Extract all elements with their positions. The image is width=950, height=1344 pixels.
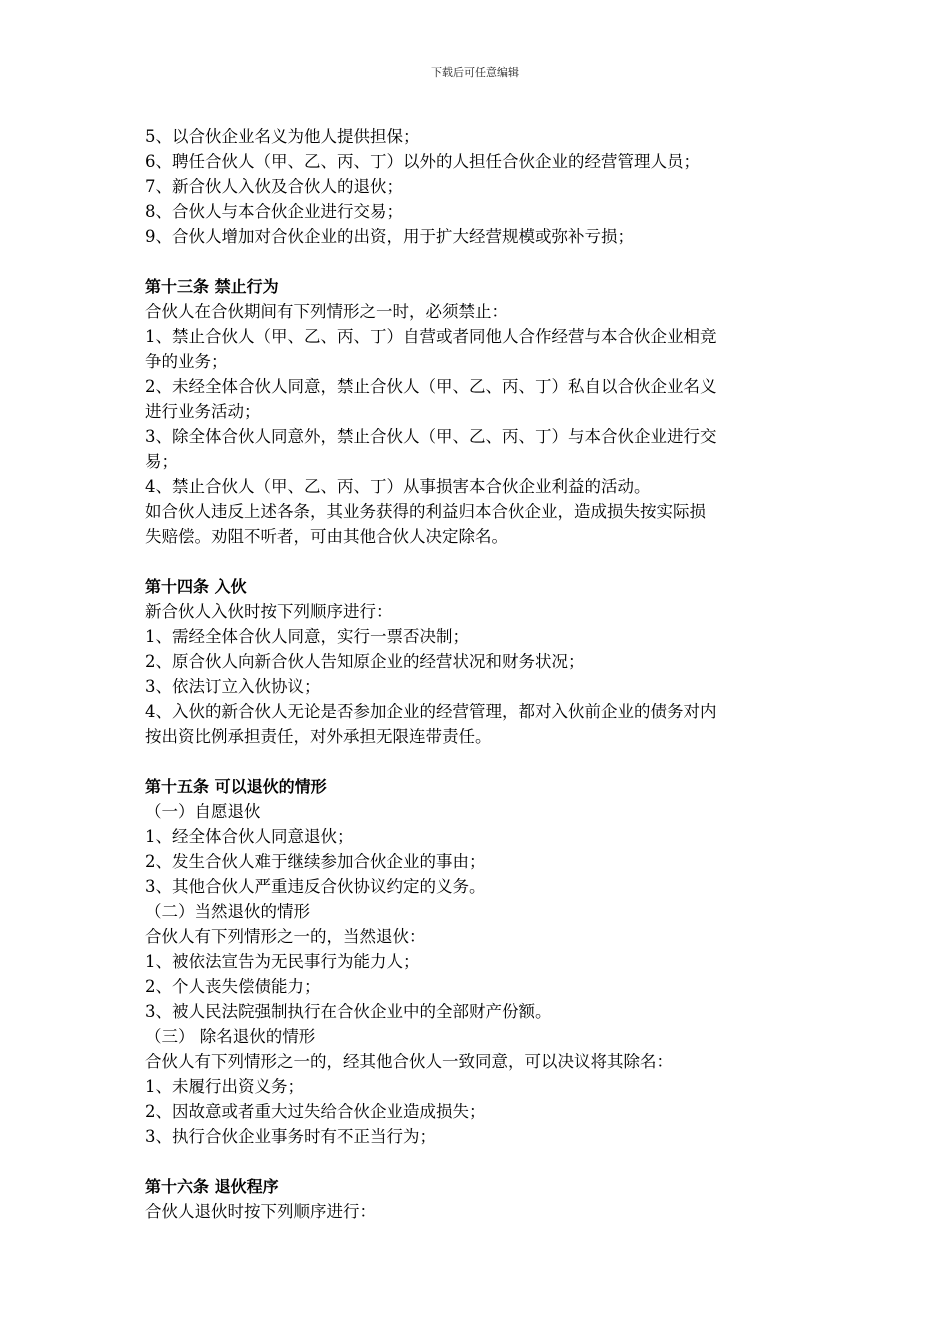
text-line: 合伙人在合伙期间有下列情形之一时，必须禁止： [145, 302, 508, 321]
text-line: 2、个人丧失偿债能力； [145, 977, 321, 996]
text-line: 失赔偿。劝阻不听者，可由其他合伙人决定除名。 [145, 527, 508, 546]
article-heading: 第十四条 入伙 [145, 577, 247, 596]
text-line: 合伙人退伙时按下列顺序进行： [145, 1202, 376, 1221]
article-heading: 第十六条 退伙程序 [145, 1177, 279, 1196]
paragraph-gap [145, 249, 810, 274]
text-line: 新合伙人入伙时按下列顺序进行： [145, 602, 393, 621]
text-line: （三） 除名退伙的情形 [145, 1027, 316, 1046]
text-line: 3、除全体合伙人同意外，禁止合伙人（甲、乙、丙、丁）与本合伙企业进行交 [145, 427, 717, 446]
text-line: 3、依法订立入伙协议； [145, 677, 321, 696]
page-header-note: 下载后可任意编辑 [431, 66, 519, 79]
text-line: 1、需经全体合伙人同意，实行一票否决制； [145, 627, 469, 646]
paragraph-gap [145, 749, 810, 774]
text-line: 1、经全体合伙人同意退伙； [145, 827, 354, 846]
paragraph-gap [145, 549, 810, 574]
text-line: 按出资比例承担责任，对外承担无限连带责任。 [145, 727, 492, 746]
text-line: 2、因故意或者重大过失给合伙企业造成损失； [145, 1102, 486, 1121]
text-line: （一）自愿退伙 [145, 802, 261, 821]
text-line: 3、被人民法院强制执行在合伙企业中的全部财产份额。 [145, 1002, 552, 1021]
text-line: （二）当然退伙的情形 [145, 902, 310, 921]
text-line: 7、新合伙人入伙及合伙人的退伙； [145, 177, 403, 196]
text-line: 1、被依法宣告为无民事行为能力人； [145, 952, 420, 971]
article-heading: 第十三条 禁止行为 [145, 277, 279, 296]
text-line: 9、合伙人增加对合伙企业的出资，用于扩大经营规模或弥补亏损； [145, 227, 634, 246]
paragraph-gap [145, 1149, 810, 1174]
text-line: 1、禁止合伙人（甲、乙、丙、丁）自营或者同他人合作经营与本合伙企业相竞 [145, 327, 717, 346]
text-line: 3、其他合伙人严重违反合伙协议约定的义务。 [145, 877, 486, 896]
text-line: 如合伙人违反上述各条，其业务获得的利益归本合伙企业，造成损失按实际损 [145, 502, 706, 521]
text-line: 3、执行合伙企业事务时有不正当行为； [145, 1127, 436, 1146]
text-line: 4、禁止合伙人（甲、乙、丙、丁）从事损害本合伙企业利益的活动。 [145, 477, 651, 496]
text-line: 1、未履行出资义务； [145, 1077, 304, 1096]
text-line: 2、原合伙人向新合伙人告知原企业的经营状况和财务状况； [145, 652, 585, 671]
text-line: 4、入伙的新合伙人无论是否参加企业的经营管理，都对入伙前企业的债务对内 [145, 702, 717, 721]
text-line: 进行业务活动； [145, 402, 261, 421]
text-line: 易； [145, 452, 178, 471]
text-line: 8、合伙人与本合伙企业进行交易； [145, 202, 403, 221]
text-line: 2、发生合伙人难于继续参加合伙企业的事由； [145, 852, 486, 871]
document-body [145, 124, 810, 1224]
article-heading: 第十五条 可以退伙的情形 [145, 777, 327, 796]
text-line: 5、以合伙企业名义为他人提供担保； [145, 127, 420, 146]
text-line: 6、聘任合伙人（甲、乙、丙、丁）以外的人担任合伙企业的经营管理人员； [145, 152, 700, 171]
text-line: 2、未经全体合伙人同意，禁止合伙人（甲、乙、丙、丁）私自以合伙企业名义 [145, 377, 717, 396]
text-line: 争的业务； [145, 352, 228, 371]
text-line: 合伙人有下列情形之一的，经其他合伙人一致同意，可以决议将其除名： [145, 1052, 673, 1071]
text-line: 合伙人有下列情形之一的，当然退伙： [145, 927, 426, 946]
